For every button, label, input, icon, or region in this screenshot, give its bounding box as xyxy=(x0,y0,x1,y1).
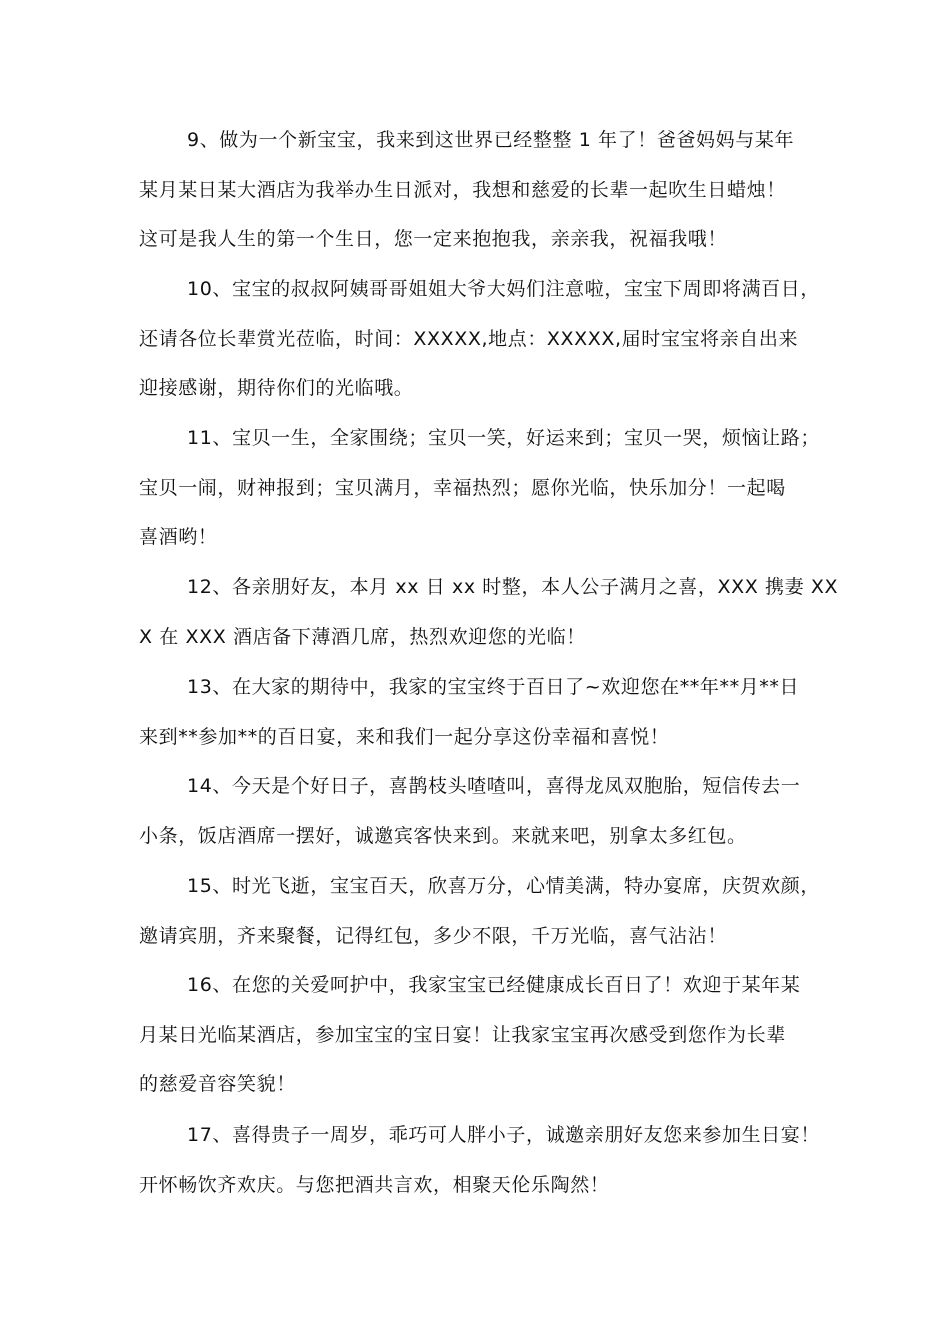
paragraph-13 xyxy=(139,673,839,772)
paragraph-line: 宝贝一闹，财神报到；宝贝满月，幸福热烈；愿你光临，快乐加分！一起喝 xyxy=(139,476,786,499)
paragraph-line: 喜酒哟！ xyxy=(139,526,218,548)
paragraph-line: 9、做为一个新宝宝，我来到这世界已经整整 1 年了！爸爸妈妈与某年 xyxy=(187,129,795,151)
paragraph-line: 17、喜得贵子一周岁，乖巧可人胖小子，诚邀亲朋好友您来参加生日宴！ xyxy=(187,1124,820,1146)
paragraph-9 xyxy=(139,126,839,275)
paragraph-14 xyxy=(139,772,839,871)
paragraph-line: 14、今天是个好日子，喜鹊枝头喳喳叫，喜得龙凤双胞胎，短信传去一 xyxy=(187,775,801,797)
paragraph-line: 某月某日某大酒店为我举办生日派对，我想和慈爱的长辈一起吹生日蜡烛！ xyxy=(139,178,786,201)
paragraph-line: 迎接感谢，期待你们的光临哦。 xyxy=(139,377,414,399)
paragraph-17 xyxy=(139,1121,839,1220)
paragraph-line: 邀请宾朋，齐来聚餐，记得红包，多少不限，千万光临，喜气沾沾！ xyxy=(139,924,728,947)
paragraph-12 xyxy=(139,573,839,672)
paragraph-line: 的慈爱音容笑貌！ xyxy=(139,1073,296,1095)
paragraph-line: 15、时光飞逝，宝宝百天，欣喜万分，心情美满，特办宴席，庆贺欢颜， xyxy=(187,875,820,897)
paragraph-line: 13、在大家的期待中，我家的宝宝终于百日了~欢迎您在**年**月**日 xyxy=(187,676,800,698)
paragraph-11 xyxy=(139,424,839,573)
paragraph-line: 还请各位长辈赏光莅临，时间：XXXXX,地点：XXXXX,届时宝宝将亲自出来 xyxy=(139,327,799,350)
paragraph-line: 10、宝宝的叔叔阿姨哥哥姐姐大爷大妈们注意啦，宝宝下周即将满百日， xyxy=(187,278,820,300)
paragraph-16 xyxy=(139,971,839,1120)
paragraph-line: 这可是我人生的第一个生日，您一定来抱抱我，亲亲我，祝福我哦！ xyxy=(139,228,728,250)
paragraph-line: 16、在您的关爱呵护中，我家宝宝已经健康成长百日了！欢迎于某年某 xyxy=(187,974,801,996)
paragraph-10 xyxy=(139,275,839,424)
paragraph-line: 12、各亲朋好友，本月 xx 日 xx 时整，本人公子满月之喜，XXX 携妻 XX xyxy=(187,576,839,598)
paragraph-line: X 在 XXX 酒店备下薄酒几席，热烈欢迎您的光临！ xyxy=(139,625,586,648)
paragraph-line: 月某日光临某酒店，参加宝宝的宝日宴！让我家宝宝再次感受到您作为长辈 xyxy=(139,1023,786,1046)
paragraph-line: 小条，饭店酒席一摆好，诚邀宾客快来到。来就来吧，别拿太多红包。 xyxy=(139,824,747,847)
paragraph-line: 11、宝贝一生，全家围绕；宝贝一笑，好运来到；宝贝一哭，烦恼让路； xyxy=(187,427,820,449)
paragraph-line: 来到**参加**的百日宴，来和我们一起分享这份幸福和喜悦！ xyxy=(139,725,670,748)
paragraph-line: 开怀畅饮齐欢庆。与您把酒共言欢，相聚天伦乐陶然！ xyxy=(139,1173,610,1196)
paragraph-15 xyxy=(139,872,839,971)
